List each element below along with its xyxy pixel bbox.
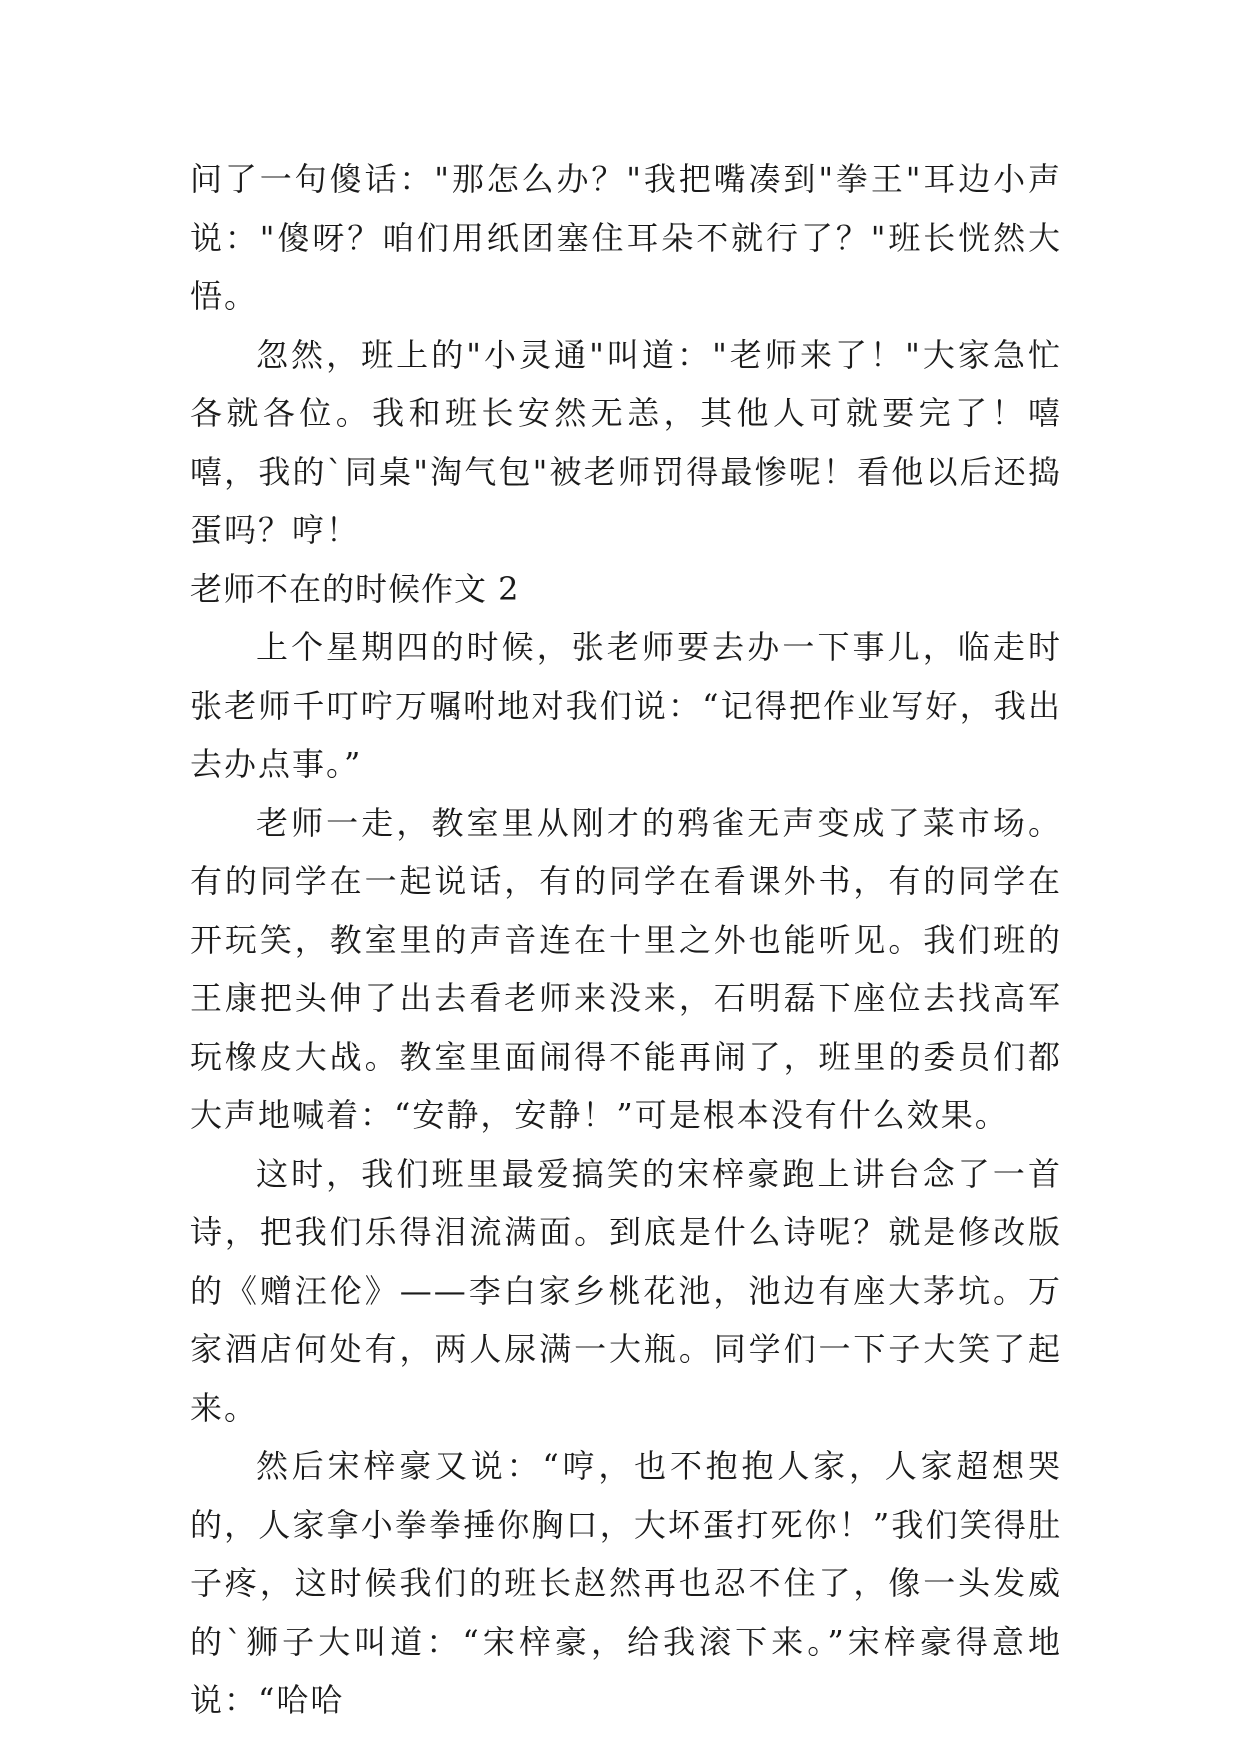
paragraph: 问了一句傻话："那怎么办？"我把嘴凑到"拳王"耳边小声说："傻呀？咱们用纸团塞住耳朵不就行了？"班长恍然大悟。: [190, 160, 1062, 315]
paragraph: 忽然，班上的"小灵通"叫道："老师来了！"大家急忙各就各位。我和班长安然无恙，其他人可就要完了！嘻嘻，我的`同桌"淘气包"被老师罚得最惨呢！看他以后还捣蛋吗？哼！: [190, 335, 1062, 549]
document-page: [190, 150, 1062, 1730]
paragraph: 然后宋梓豪又说：“哼，也不抱抱人家，人家超想哭的，人家拿小拳拳捶你胸口，大坏蛋打死你！”我们笑得肚子疼，这时候我们的班长赵然再也忍不住了，像一头发威的`狮子大叫道：“宋梓豪，给我滚下来。”宋梓豪得意地说：“哈哈: [190, 1447, 1062, 1719]
section-heading: 老师不在的时候作文 2: [190, 569, 520, 608]
paragraph: 这时，我们班里最爱搞笑的宋梓豪跑上讲台念了一首诗，把我们乐得泪流满面。到底是什么诗呢？就是修改版的《赠汪伦》——李白家乡桃花池，池边有座大茅坑。万家酒店何处有，两人尿满一大瓶。同学们一下子大笑了起来。: [190, 1154, 1062, 1427]
paragraph: 老师一走，教室里从刚才的鸦雀无声变成了菜市场。有的同学在一起说话，有的同学在看课外书，有的同学在开玩笑，教室里的声音连在十里之外也能听见。我们班的王康把头伸了出去看老师来没来，石明磊下座位去找高军玩橡皮大战。教室里面闹得不能再闹了，班里的委员们都大声地喊着：“安静，安静！”可是根本没有什么效果。: [190, 803, 1062, 1134]
paragraph: 上个星期四的时候，张老师要去办一下事儿，临走时张老师千叮咛万嘱咐地对我们说：“记得把作业写好，我出去办点事。”: [190, 628, 1062, 783]
